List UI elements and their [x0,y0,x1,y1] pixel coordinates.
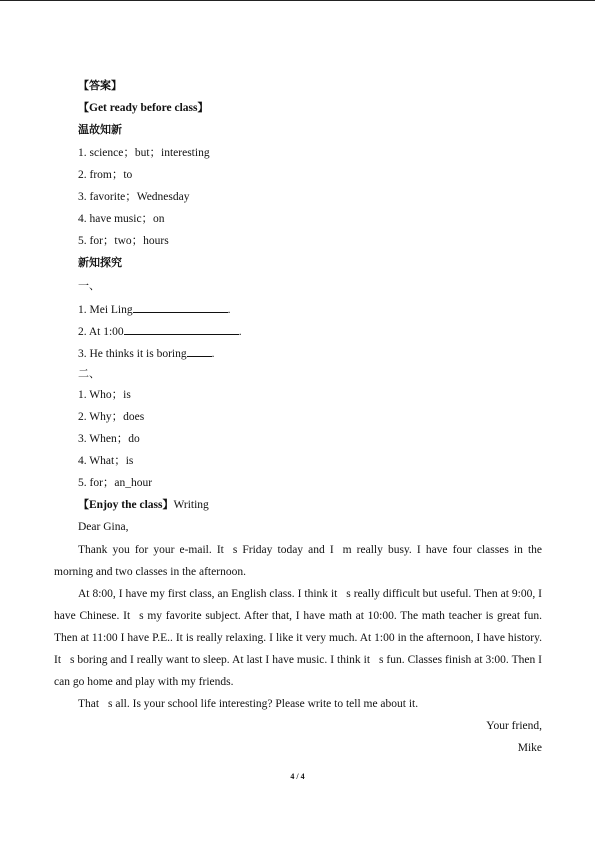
fill-item [78,323,242,339]
fill-item-text: 1. Mei Ling [78,304,133,316]
section-heading-text: Get ready before class [89,102,198,114]
part-two-label: 二、 [78,367,100,380]
bracket-open: 【 [78,498,89,511]
letter-paragraph-text: At 8:00, I have my first class, an English class. I think it s really difficult but useful. Then at 9:00, I have Chinese. It s my favorite subject. After that, I have math at 10:00. The math teacher is great fun. Then at 11:00 I have P.E.. It is really relaxing. I like it very much. At 1:00 in the afternoon, I have history. It s boring and I really want to sleep. At last I have music. I think it s fun. Classes finish at 3:00. Then I can go home and play with my friends. [54,588,542,688]
letter-salutation: Dear Gina, [78,521,129,533]
letter-closing: Your friend, [486,720,542,732]
bracket-open: 【 [78,101,89,114]
review-item: 4. have music；on [78,213,165,225]
part-two-item: 4. What；is [78,455,134,467]
part-two-item: 3. When；do [78,433,140,445]
section-heading-get-ready [78,101,208,115]
part-two-item: 5. for；an_hour [78,477,153,489]
review-item: 5. for；two；hours [78,235,169,247]
part-one-label: 一、 [78,279,100,292]
letter-signature: Mike [517,742,542,754]
section-heading-enjoy [78,498,209,512]
fill-item-end: . [227,304,231,316]
answer-blank [133,301,228,313]
top-rule [0,0,595,1]
review-item: 3. favorite；Wednesday [78,191,190,203]
review-item: 2. from；to [78,169,133,181]
fill-item-end: . [238,326,242,338]
section-heading-text: Enjoy the class [89,499,163,511]
part-two-item: 2. Why；does [78,411,145,423]
fill-item [78,345,215,361]
letter-paragraph-text: That s all. Is your school life interesting? Please write to tell me about it. [78,698,419,710]
letter-paragraph [54,693,542,715]
subheading-review: 温故知新 [78,123,122,136]
review-item: 1. science；but；interesting [78,147,210,159]
subheading-explore: 新知探究 [78,256,122,269]
bracket-close: 】 [197,101,209,114]
section-heading-suffix: Writing [173,499,209,511]
page-number: 4 / 4 [290,772,305,781]
letter-paragraph [54,583,542,693]
answer-blank [124,323,239,335]
letter-paragraph [54,539,542,583]
answer-blank [187,345,212,357]
letter-paragraph-text: Thank you for your e-mail. It s Friday today and I m really busy. I have four classes in the morning and two classes in the afternoon. [54,544,542,578]
part-two-item: 1. Who；is [78,389,131,401]
answer-heading: 【答案】 [78,79,122,92]
fill-item-end: . [211,348,215,360]
fill-item [78,301,231,317]
fill-item-text: 2. At 1:00 [78,326,124,338]
bracket-close: 】 [162,498,174,511]
fill-item-text: 3. He thinks it is boring [78,348,187,360]
